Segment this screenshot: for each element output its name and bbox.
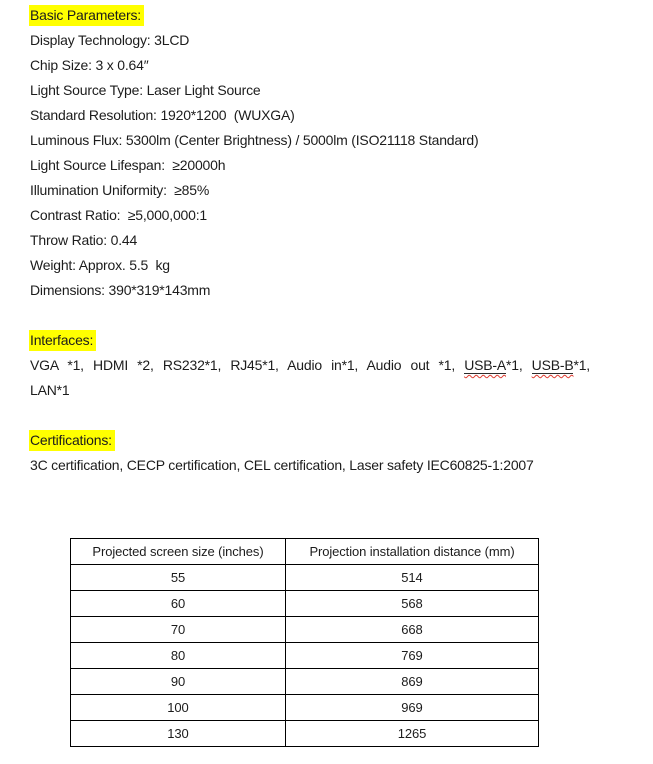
certifications-line: 3C certification, CECP certification, CEL certification, Laser safety IEC60825-1:2007 <box>30 457 534 473</box>
usb-b-spellcheck-term: USB-B <box>531 357 574 373</box>
interfaces-text-between: *1, <box>505 357 532 373</box>
table-row <box>71 617 539 643</box>
screen-size-cell: 80 <box>71 643 286 669</box>
distance-cell: 769 <box>286 643 539 669</box>
column-header-installation-distance: Projection installation distance (mm) <box>286 539 539 565</box>
spec-line: Standard Resolution: 1920*1200 (WUXGA) <box>30 107 295 123</box>
spacer <box>30 303 590 328</box>
certifications-heading: Certifications: <box>29 430 115 451</box>
interfaces-text-suffix: *1, <box>573 357 590 373</box>
spacer <box>30 403 590 428</box>
interfaces-heading-line <box>30 328 590 353</box>
distance-cell: 514 <box>286 565 539 591</box>
certifications-heading-line <box>30 428 590 453</box>
distance-cell: 869 <box>286 669 539 695</box>
interfaces-line-2: LAN*1 <box>30 382 70 398</box>
screen-size-cell: 130 <box>71 721 286 747</box>
spec-line: Light Source Lifespan: ≥20000h <box>30 157 226 173</box>
spec-line: Chip Size: 3 x 0.64″ <box>30 57 149 73</box>
table-row <box>71 591 539 617</box>
usb-b-underlined-term <box>532 357 574 374</box>
screen-size-cell: 60 <box>71 591 286 617</box>
section-interfaces <box>30 328 590 403</box>
spec-line: Display Technology: 3LCD <box>30 32 190 48</box>
basic-parameters-heading: Basic Parameters: <box>29 5 144 26</box>
screen-size-cell: 55 <box>71 565 286 591</box>
interfaces-line-1 <box>30 353 590 378</box>
spec-line: Luminous Flux: 5300lm (Center Brightness) / 5000lm (ISO21118 Standard) <box>30 132 479 148</box>
spec-line: Illumination Uniformity: ≥85% <box>30 182 210 198</box>
interfaces-text-prefix: VGA *1, HDMI *2, RS232*1, RJ45*1, Audio in*1, Audio out *1, <box>30 357 465 373</box>
spec-line: Contrast Ratio: ≥5,000,000:1 <box>30 207 207 223</box>
spec-line: Throw Ratio: 0.44 <box>30 232 138 248</box>
table-header-row <box>71 539 539 565</box>
spec-line: Dimensions: 390*319*143mm <box>30 282 211 298</box>
distance-cell: 668 <box>286 617 539 643</box>
spec-line: Light Source Type: Laser Light Source <box>30 82 261 98</box>
section-basic-parameters <box>30 3 590 303</box>
section-certifications <box>30 428 590 478</box>
interfaces-heading: Interfaces: <box>29 330 96 351</box>
table-row <box>71 643 539 669</box>
usb-a-underlined-term <box>464 357 506 374</box>
table-row <box>71 721 539 747</box>
screen-size-cell: 100 <box>71 695 286 721</box>
spec-line: Weight: Approx. 5.5 kg <box>30 257 170 273</box>
table-row <box>71 565 539 591</box>
distance-cell: 969 <box>286 695 539 721</box>
throw-distance-table <box>70 538 539 747</box>
distance-cell: 1265 <box>286 721 539 747</box>
column-header-screen-size: Projected screen size (inches) <box>71 539 286 565</box>
table-row <box>71 669 539 695</box>
screen-size-cell: 90 <box>71 669 286 695</box>
basic-parameters-heading-line <box>30 3 590 28</box>
usb-a-spellcheck-term: USB-A <box>464 357 506 373</box>
screen-size-cell: 70 <box>71 617 286 643</box>
table-row <box>71 695 539 721</box>
distance-cell: 568 <box>286 591 539 617</box>
